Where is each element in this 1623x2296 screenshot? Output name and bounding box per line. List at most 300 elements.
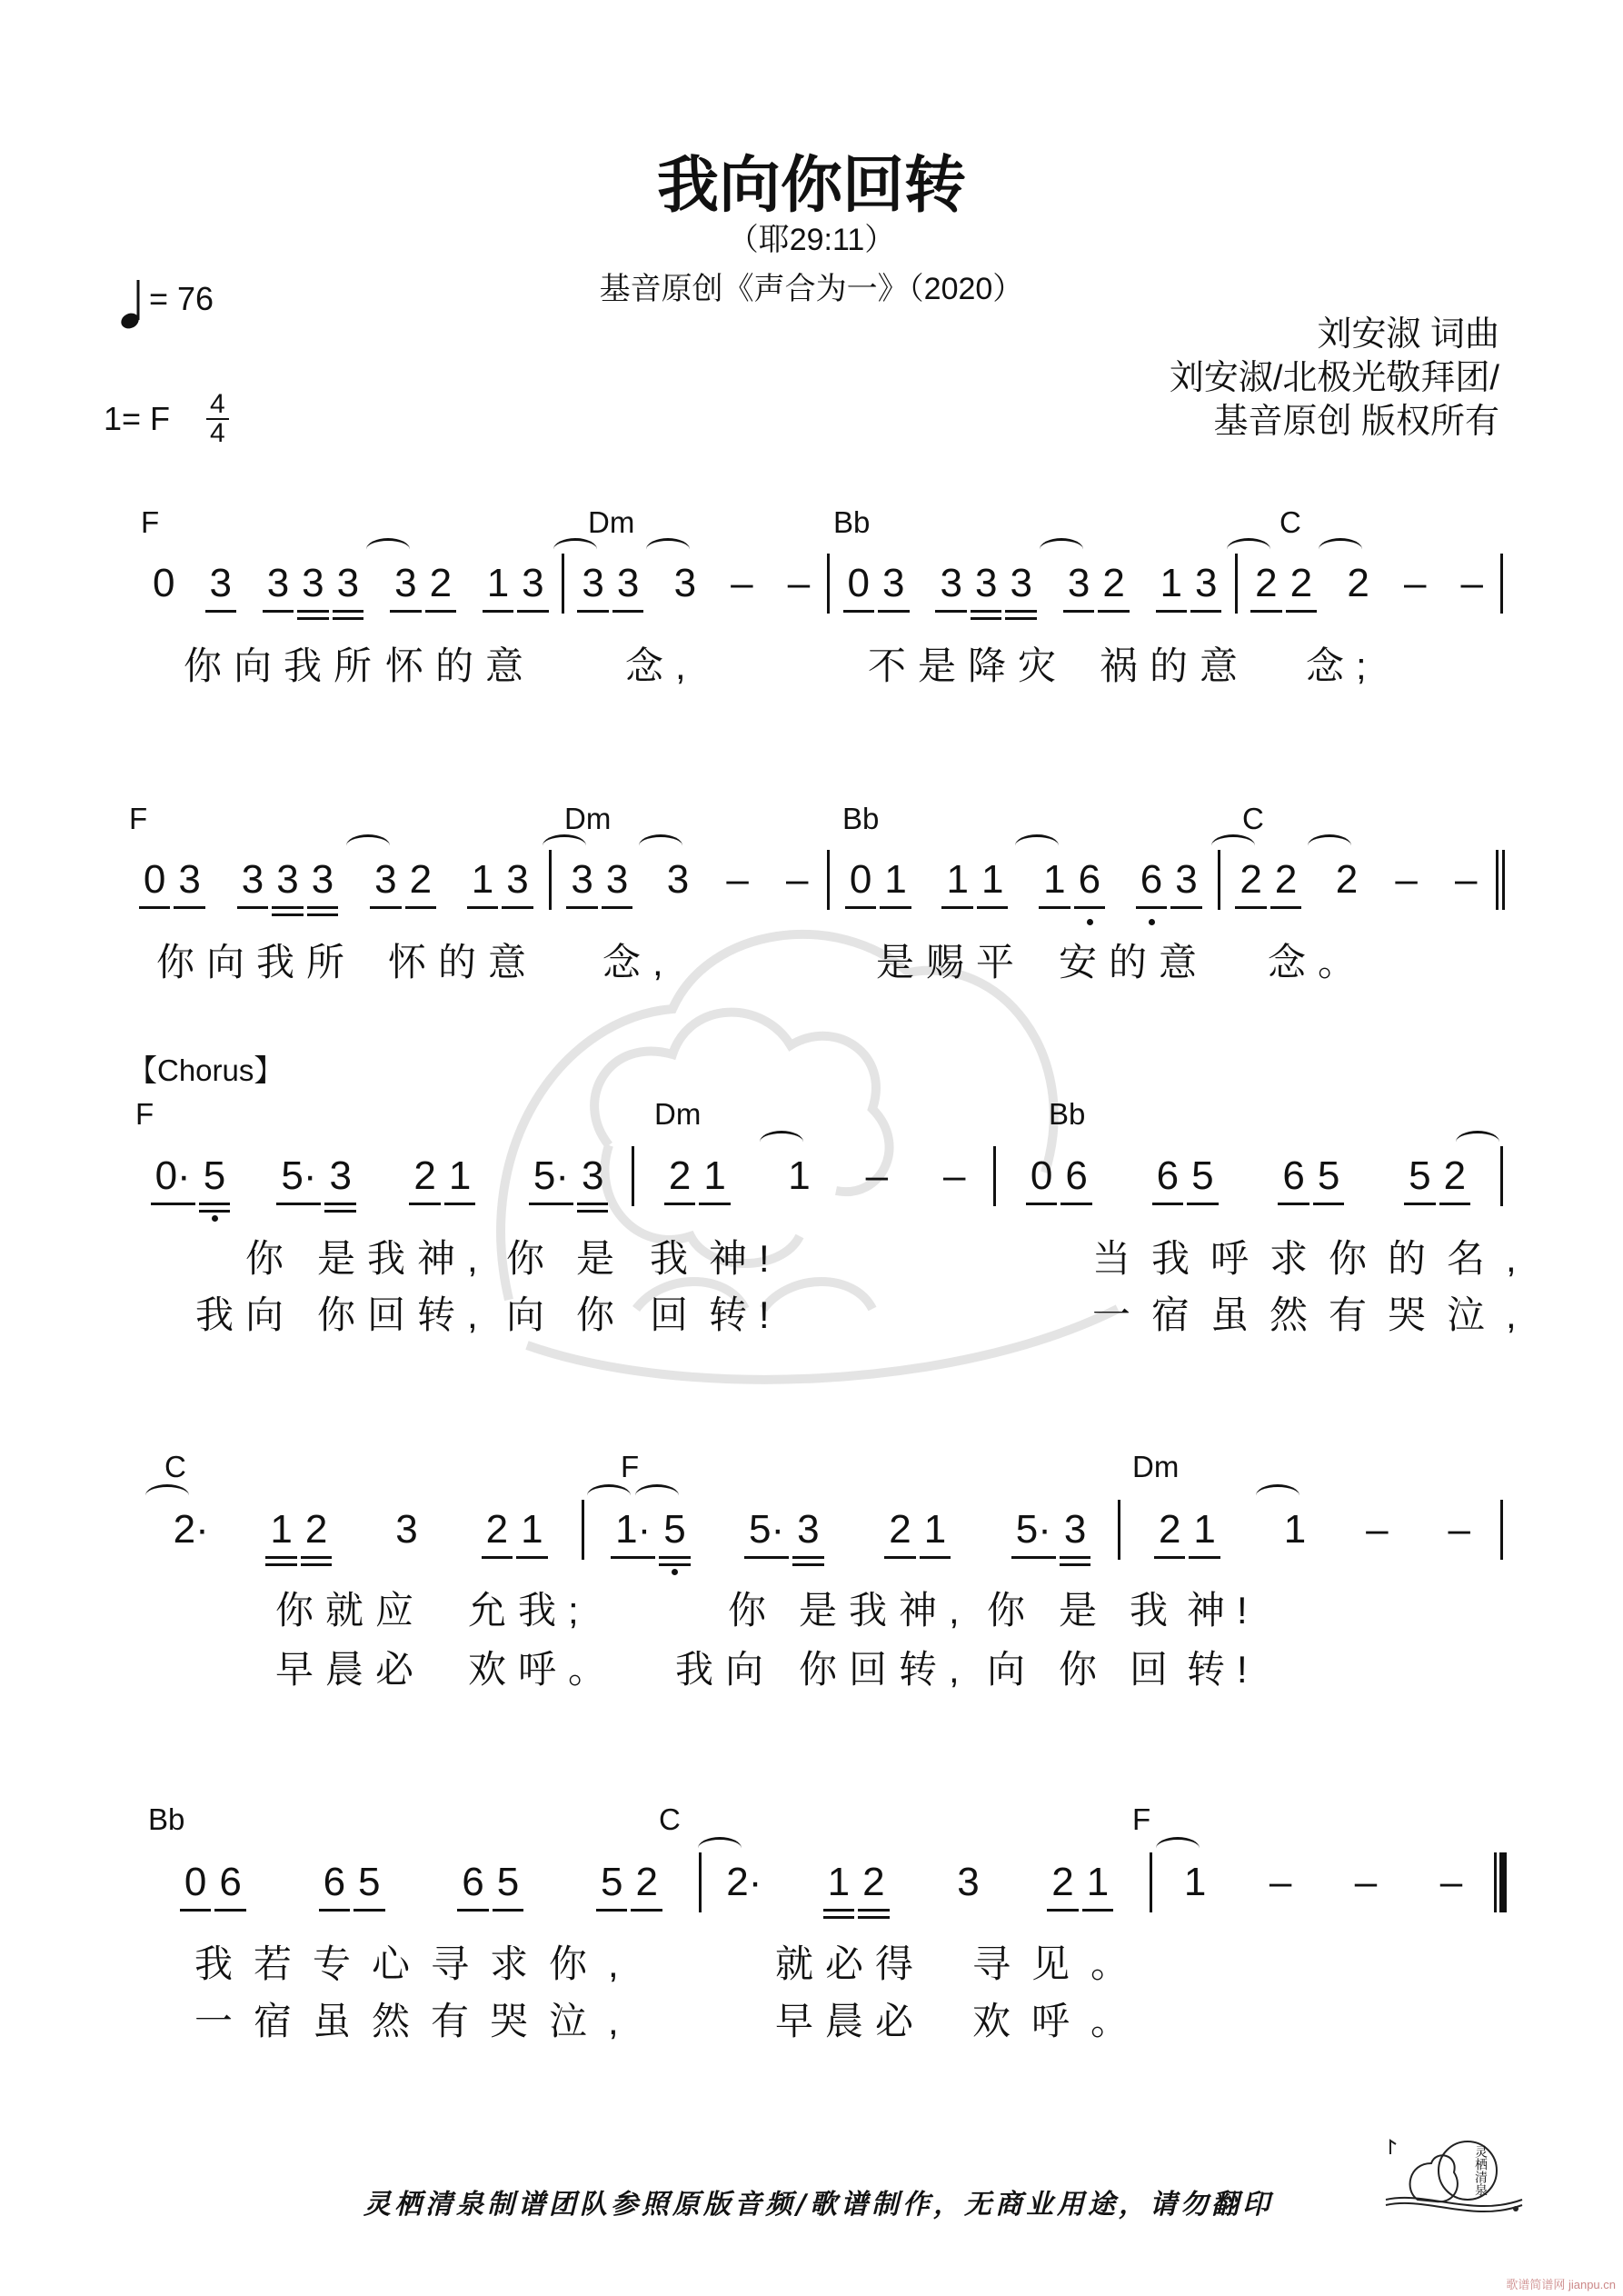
underline <box>971 617 1001 620</box>
lyric: 回 <box>650 1293 701 1336</box>
underline <box>502 906 533 909</box>
underline <box>1286 610 1317 613</box>
note: 6 <box>1150 1151 1185 1202</box>
note: 6 <box>317 1857 352 1908</box>
beat-group <box>377 558 470 609</box>
note: 1 <box>1080 1857 1115 1908</box>
tie-arc <box>1156 1837 1200 1860</box>
underline <box>664 1203 695 1205</box>
tie-arc <box>1319 538 1362 561</box>
note: 3 <box>957 1860 980 1904</box>
beat-group <box>560 1857 699 1908</box>
underline <box>1047 1909 1078 1912</box>
underline <box>1152 1203 1183 1205</box>
note: 0 <box>843 854 878 905</box>
note: 5 <box>1311 1151 1346 1202</box>
underline <box>1187 1203 1218 1205</box>
underline <box>792 1563 823 1566</box>
underline <box>858 1909 889 1912</box>
underline <box>823 1909 854 1912</box>
note: 3 <box>204 558 238 609</box>
dash-beat <box>1409 1857 1494 1908</box>
final-barline <box>1494 1852 1507 1912</box>
dash-beat <box>1436 854 1496 905</box>
underline <box>482 1556 513 1559</box>
underline <box>1170 906 1201 909</box>
note: 3 <box>270 854 304 905</box>
dash-beat <box>771 558 828 609</box>
underline <box>577 1210 608 1213</box>
note: 3 <box>305 854 340 905</box>
measure <box>830 853 1218 907</box>
lyric: 回 <box>1130 1648 1180 1691</box>
site-watermark: 歌谱简谱网 jianpu.cn <box>1506 2278 1616 2291</box>
underline <box>1039 906 1070 909</box>
beat-group <box>380 1151 506 1202</box>
note: 1 <box>264 1504 298 1555</box>
lyric: 你向我所 <box>184 644 384 687</box>
note: 6 <box>455 1857 490 1908</box>
underline <box>333 617 363 620</box>
lyric: 转! <box>1187 1648 1260 1691</box>
note: 5 <box>491 1857 525 1908</box>
measure <box>124 853 549 907</box>
note: 3 <box>331 558 365 609</box>
lyric: 就必得 <box>775 1942 926 1985</box>
lyric: 你回转, <box>799 1648 971 1691</box>
lyric: 是赐平 <box>876 941 1027 983</box>
note: 2 <box>1249 558 1283 609</box>
chord: C <box>1279 505 1301 539</box>
beat-group <box>221 854 355 905</box>
tie-arc <box>1308 834 1351 857</box>
beat-group <box>365 1504 447 1555</box>
key-label: 1= F <box>104 400 171 437</box>
underline <box>577 610 608 613</box>
sustain-dash: – <box>731 561 753 605</box>
underline <box>301 1563 332 1566</box>
underline <box>297 617 328 620</box>
lyric: 神! <box>709 1237 782 1280</box>
dash-beat <box>838 1151 915 1202</box>
beat-group <box>124 854 221 905</box>
note: 6 <box>1134 854 1169 905</box>
underline <box>577 1203 608 1205</box>
sustain-dash: – <box>1403 561 1427 605</box>
beat-group <box>1152 1857 1238 1908</box>
underline <box>276 1203 321 1205</box>
dash-beat <box>1419 1504 1500 1555</box>
barline <box>1500 1146 1503 1206</box>
note: 3 <box>611 558 645 609</box>
sustain-dash: – <box>943 1153 966 1198</box>
notation-row-1 <box>135 556 1503 611</box>
underline <box>390 610 421 613</box>
sustain-dash: – <box>1354 1860 1378 1904</box>
beat-group <box>1050 558 1143 609</box>
underline <box>301 1556 332 1559</box>
note: 6 <box>1276 1151 1310 1202</box>
lyric: 是我神, <box>799 1589 971 1632</box>
tie-arc <box>760 1131 803 1153</box>
note: 1 <box>514 1504 549 1555</box>
note: 2 <box>1284 558 1319 609</box>
lyric: 我向 <box>675 1648 776 1691</box>
beat-group <box>249 558 377 609</box>
tie-arc <box>1456 1131 1499 1153</box>
measure <box>830 556 1235 611</box>
beat-group <box>1254 1504 1336 1555</box>
underline <box>307 913 338 916</box>
note: 3 <box>515 558 550 609</box>
underline <box>353 1909 384 1912</box>
note: 2 <box>1340 558 1375 609</box>
note: 3 <box>791 1504 825 1555</box>
note: 0 <box>153 561 175 605</box>
beat-group <box>505 1151 632 1202</box>
underline <box>265 1556 296 1559</box>
underline <box>1439 1203 1470 1205</box>
note: 2 <box>1233 854 1268 905</box>
underline <box>205 610 236 613</box>
note: 3 <box>172 854 206 905</box>
lyric: 我若专心寻求你, <box>194 1942 640 1985</box>
tie-arc <box>587 1484 631 1507</box>
beat-group <box>1120 1504 1254 1555</box>
lyric: 你 <box>987 1589 1038 1632</box>
underline <box>1063 610 1094 613</box>
note: 2· <box>167 1504 215 1555</box>
beat-group <box>1220 854 1318 905</box>
measure <box>1152 1855 1494 1910</box>
note: 3 <box>564 854 599 905</box>
beat-group <box>787 1857 926 1908</box>
chord: F <box>1132 1802 1151 1836</box>
dash-beat <box>1443 558 1500 609</box>
lyric: 你 <box>728 1589 779 1632</box>
measure <box>564 556 827 611</box>
underline <box>878 610 909 613</box>
note: 1 <box>1278 1504 1312 1555</box>
note: 5· <box>274 1151 323 1202</box>
dash-beat <box>1377 854 1437 905</box>
low-octave-dot <box>212 1215 218 1222</box>
underline <box>517 610 548 613</box>
note: 5 <box>352 1857 386 1908</box>
chord: F <box>129 802 148 835</box>
underline <box>602 906 632 909</box>
time-sig-bottom: 4 <box>210 418 225 448</box>
tie-arc <box>553 538 597 561</box>
lyric: 祸的意 <box>1100 644 1250 687</box>
underline <box>409 1203 440 1205</box>
low-octave-dot <box>672 1569 678 1575</box>
beat-group <box>144 1857 283 1908</box>
note: 3 <box>295 558 330 609</box>
underline <box>659 1556 690 1559</box>
beat-group <box>354 854 452 905</box>
lyric: 怀的意 <box>388 941 539 983</box>
underline <box>457 1909 488 1912</box>
underline <box>1011 1556 1056 1559</box>
note: 2· <box>720 1857 768 1908</box>
chord: Bb <box>1049 1097 1086 1131</box>
note: 5 <box>1185 1151 1220 1202</box>
beat-group <box>1011 1857 1150 1908</box>
dash-beat <box>1323 1857 1409 1908</box>
time-sig-top: 4 <box>206 391 229 420</box>
measure <box>584 1502 1118 1557</box>
measure <box>135 556 562 611</box>
tempo-marking <box>116 278 214 329</box>
beat-group <box>254 1151 380 1202</box>
underline <box>1060 1203 1091 1205</box>
scripture-reference: （耶29:11） <box>727 223 896 257</box>
note: 3 <box>388 558 423 609</box>
underline <box>843 610 874 613</box>
notation-row-5 <box>144 1855 1507 1910</box>
lingqi-logo <box>1381 2136 1527 2218</box>
note: 1 <box>465 854 500 905</box>
underline <box>1156 610 1187 613</box>
underline <box>333 610 363 613</box>
underline <box>1313 1203 1344 1205</box>
beat-group <box>922 558 1050 609</box>
note: 3 <box>661 854 695 905</box>
underline <box>1250 610 1281 613</box>
note: 6 <box>1059 1151 1093 1202</box>
lyric: 早晨必 <box>775 2000 926 2042</box>
note: 2 <box>1438 1151 1472 1202</box>
beat-group <box>135 558 193 609</box>
chord: Dm <box>654 1097 702 1131</box>
beat-group <box>193 558 250 609</box>
beat-group <box>421 1857 560 1908</box>
tie-arc <box>698 1837 742 1860</box>
beat-group <box>1238 558 1330 609</box>
dash-beat <box>713 558 771 609</box>
note: 5 <box>594 1857 629 1908</box>
sustain-dash: – <box>1448 1507 1471 1552</box>
lyric: 早晨必 <box>275 1648 426 1691</box>
tie-arc <box>1040 538 1083 561</box>
lyric: 你 <box>245 1237 296 1280</box>
beat-group <box>150 1504 232 1555</box>
underline <box>823 1916 854 1919</box>
underline <box>699 1203 730 1205</box>
underline <box>1060 1563 1090 1566</box>
note: 5· <box>527 1151 575 1202</box>
beat-group <box>469 558 562 609</box>
measure <box>1238 556 1500 611</box>
note: 5· <box>1010 1504 1058 1555</box>
lyric: 你向我所 <box>156 941 357 983</box>
section-label-chorus: 【Chorus】 <box>127 1053 284 1087</box>
underline <box>659 1563 690 1566</box>
tie-arc <box>543 834 586 857</box>
note: 2 <box>662 1151 697 1202</box>
underline <box>237 906 268 909</box>
chord: Dm <box>564 802 612 835</box>
underline <box>1136 906 1167 909</box>
note: 0· <box>149 1151 197 1202</box>
barline <box>1500 554 1503 614</box>
beat-group <box>717 1504 851 1555</box>
note: 2 <box>1269 854 1303 905</box>
sustain-dash: – <box>865 1153 889 1198</box>
note: 0 <box>137 854 172 905</box>
tempo-value: = 76 <box>149 280 214 317</box>
underline <box>884 1556 915 1559</box>
lyric: 当我呼求你的名, <box>1092 1237 1538 1280</box>
underline <box>324 1210 355 1213</box>
dash-beat <box>1238 1857 1323 1908</box>
tie-arc <box>1256 1484 1299 1507</box>
note: 1 <box>878 854 912 905</box>
tie-arc <box>639 834 682 857</box>
chord: Bb <box>148 1802 185 1836</box>
note: 3 <box>668 558 702 609</box>
tie-arc <box>346 834 390 857</box>
note: 3 <box>933 558 968 609</box>
beat-group <box>996 1151 1122 1202</box>
sustain-dash: – <box>1460 561 1483 605</box>
album-info: 基音原创《声合为一》（2020） <box>599 272 1024 306</box>
tie-arc <box>635 1484 679 1507</box>
underline <box>1082 1909 1113 1912</box>
beat-group <box>702 1857 787 1908</box>
underline <box>1189 1556 1220 1559</box>
note: 3 <box>1003 558 1038 609</box>
underline <box>272 913 303 916</box>
underline <box>319 1909 350 1912</box>
lyric: 念, <box>602 941 675 983</box>
chord: C <box>1242 802 1264 835</box>
chord: C <box>659 1802 681 1836</box>
underline <box>920 1556 951 1559</box>
beat-group <box>452 854 549 905</box>
underline <box>1278 1203 1309 1205</box>
underline <box>880 906 911 909</box>
note: 2 <box>407 1151 442 1202</box>
note: 2 <box>1329 854 1364 905</box>
underline <box>858 1916 889 1919</box>
copyright-notice: 灵栖清泉制谱团队参照原版音频/歌谱制作，无商业用途，请勿翻印 <box>363 2189 1273 2221</box>
measure <box>552 853 827 907</box>
tie-arc <box>646 538 690 561</box>
underline <box>467 906 498 909</box>
chord: F <box>621 1450 640 1483</box>
beat-group <box>552 854 649 905</box>
note: 0 <box>1024 1151 1059 1202</box>
lyric: 念; <box>1306 644 1379 687</box>
measure <box>127 1149 632 1203</box>
beat-group <box>648 854 708 905</box>
note: 2 <box>1096 558 1130 609</box>
beat-group <box>232 1504 365 1555</box>
credit-line-1: 刘安淑 词曲 <box>1317 315 1499 354</box>
underline <box>1235 906 1266 909</box>
beat-group <box>1023 854 1120 905</box>
underline <box>566 906 597 909</box>
beat-group <box>657 558 714 609</box>
note: 0 <box>178 1857 213 1908</box>
dash-beat <box>767 854 827 905</box>
note: 6 <box>213 1857 247 1908</box>
lyric: 我 <box>1130 1589 1180 1632</box>
lyric: 是 <box>576 1237 627 1280</box>
beat-group <box>927 854 1024 905</box>
underline <box>1098 610 1129 613</box>
chord: Dm <box>1132 1450 1180 1483</box>
sustain-dash: – <box>1439 1860 1463 1904</box>
beat-group <box>448 1504 582 1555</box>
dash-beat <box>1387 558 1444 609</box>
underline <box>971 610 1001 613</box>
beat-group <box>1120 854 1218 905</box>
beat-group <box>283 1857 422 1908</box>
beat-group <box>1122 1151 1249 1202</box>
underline <box>1270 906 1301 909</box>
note: 1 <box>918 1504 952 1555</box>
underline <box>1026 1203 1057 1205</box>
tie-arc <box>1211 834 1255 857</box>
beat-group <box>127 1151 254 1202</box>
note: 3 <box>1061 558 1096 609</box>
underline <box>1005 617 1036 620</box>
key-signature <box>104 391 229 447</box>
note: 1 <box>1037 854 1071 905</box>
note: 2 <box>423 558 458 609</box>
underline <box>405 906 436 909</box>
note: 2 <box>1152 1504 1187 1555</box>
note: 1 <box>940 854 974 905</box>
note: 3 <box>395 1507 418 1552</box>
note: 5 <box>197 1151 232 1202</box>
underline <box>596 1909 627 1912</box>
sheep-logo-icon <box>1381 2136 1527 2218</box>
underline <box>324 1203 355 1205</box>
note: 3 <box>261 558 295 609</box>
note: 3 <box>600 854 634 905</box>
underline <box>263 610 294 613</box>
measure <box>996 1149 1500 1203</box>
chord: C <box>164 1450 186 1483</box>
note: 3 <box>368 854 403 905</box>
tie-arc <box>1015 834 1059 857</box>
sustain-dash: – <box>785 857 809 902</box>
underline <box>941 906 972 909</box>
lyric: 向 <box>987 1648 1038 1691</box>
note: 2 <box>480 1504 514 1555</box>
underline <box>1060 1556 1090 1559</box>
credit-line-2: 刘安淑/北极光敬拜团/ <box>1169 359 1499 397</box>
underline <box>1005 610 1036 613</box>
notation-row-2 <box>124 853 1505 907</box>
lyric: 一宿虽然有哭泣, <box>194 2000 640 2042</box>
quarter-note-icon <box>116 278 144 329</box>
beat-group <box>851 1504 984 1555</box>
lyric: 向 <box>506 1293 557 1336</box>
chord: F <box>141 505 160 539</box>
underline <box>744 1556 789 1559</box>
lyric: 欢呼。 <box>972 2000 1150 2042</box>
underline <box>199 1203 230 1205</box>
lyric: 你 <box>1059 1648 1110 1691</box>
beat-group <box>634 1151 761 1202</box>
underline <box>1074 906 1105 909</box>
sustain-dash: – <box>1395 857 1418 902</box>
